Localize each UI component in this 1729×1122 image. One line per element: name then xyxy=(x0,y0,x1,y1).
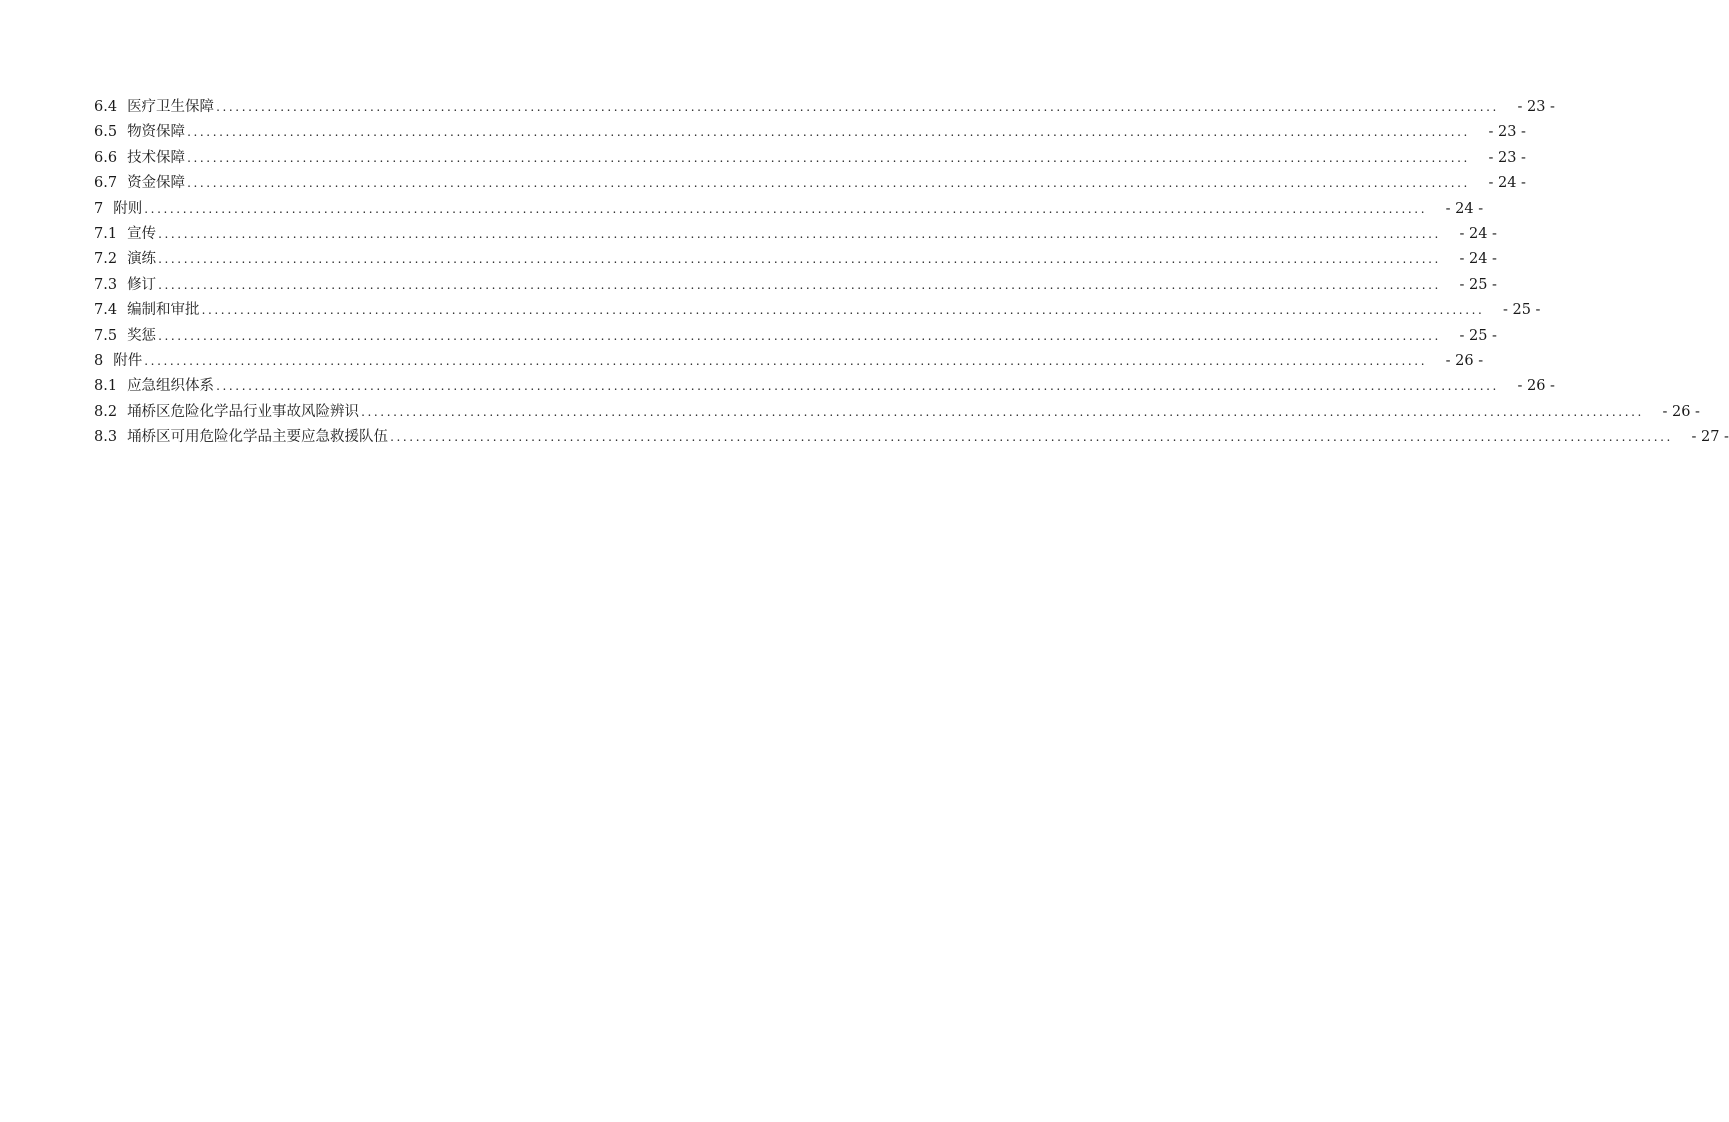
toc-entry-title: 资金保障 xyxy=(127,175,186,192)
toc-entry-number: 6.6 xyxy=(94,149,118,166)
toc-dot-leader: ........................................................................................................................................................................................................ xyxy=(158,252,1441,267)
toc-entry-title: 技术保障 xyxy=(127,149,186,166)
toc-entry-label xyxy=(94,273,156,298)
toc-page-number: - 26 - xyxy=(1517,378,1555,395)
table-of-contents xyxy=(94,95,1729,450)
toc-entry[interactable] xyxy=(94,400,1700,425)
toc-entry-title: 附件 xyxy=(113,352,143,369)
toc-entry-title: 附则 xyxy=(113,200,143,217)
toc-dot-leader: ........................................................................................................................................................................................................ xyxy=(187,176,1470,191)
toc-entry[interactable] xyxy=(94,95,1555,120)
toc-entry[interactable] xyxy=(94,197,1484,222)
toc-page-number: - 25 - xyxy=(1502,302,1541,319)
toc-entry-title: 物资保障 xyxy=(127,124,186,141)
toc-entry[interactable] xyxy=(94,120,1526,145)
toc-dot-leader: ........................................................................................................................................................................................................ xyxy=(144,353,1428,368)
toc-entry-title: 埇桥区危险化学品行业事故风险辨识 xyxy=(127,403,360,420)
toc-dot-leader: ........................................................................................................................................................................................................ xyxy=(361,404,1644,419)
toc-entry-number: 8.1 xyxy=(94,378,118,395)
toc-entry-label xyxy=(94,400,359,425)
toc-page-number: - 27 - xyxy=(1691,429,1729,446)
toc-entry-title: 奖惩 xyxy=(127,327,157,344)
toc-entry[interactable] xyxy=(94,247,1497,272)
toc-entry-label xyxy=(94,374,214,399)
toc-entry-number: 6.4 xyxy=(94,99,118,115)
toc-dot-leader: ........................................................................................................................................................................................................ xyxy=(187,150,1470,165)
toc-entry[interactable] xyxy=(94,273,1497,298)
toc-dot-leader: ........................................................................................................................................................................................................ xyxy=(216,379,1499,394)
toc-entry-title: 演练 xyxy=(127,251,157,268)
toc-entry-label xyxy=(94,298,200,323)
toc-entry-title: 医疗卫生保障 xyxy=(127,99,215,115)
toc-entry-label xyxy=(94,120,185,145)
toc-page-number: - 24 - xyxy=(1459,251,1497,268)
toc-entry-number: 7 xyxy=(94,200,104,217)
toc-entry-number: 7.1 xyxy=(94,225,118,242)
toc-page-number: - 23 - xyxy=(1488,149,1526,166)
toc-entry[interactable] xyxy=(94,298,1541,323)
toc-entry-label xyxy=(94,324,156,349)
toc-entry[interactable] xyxy=(94,374,1555,399)
toc-entry-number: 7.3 xyxy=(94,276,118,293)
toc-entry-label xyxy=(94,146,185,171)
toc-entry[interactable] xyxy=(94,222,1497,247)
toc-entry-title: 宣传 xyxy=(127,225,157,242)
toc-entry[interactable] xyxy=(94,146,1526,171)
toc-entry-label xyxy=(94,95,214,120)
toc-dot-leader: ........................................................................................................................................................................................................ xyxy=(158,328,1441,343)
toc-page-number: - 23 - xyxy=(1488,124,1526,141)
toc-dot-leader: ........................................................................................................................................................................................................ xyxy=(187,125,1470,140)
toc-page-number: - 26 - xyxy=(1662,403,1700,420)
toc-entry-label xyxy=(94,247,156,272)
toc-entry[interactable] xyxy=(94,171,1526,196)
toc-entry-number: 6.5 xyxy=(94,124,118,141)
toc-dot-leader: ........................................................................................................................................................................................................ xyxy=(216,100,1499,114)
toc-dot-leader: ........................................................................................................................................................................................................ xyxy=(144,201,1428,216)
toc-entry-label xyxy=(94,171,185,196)
toc-entry-label xyxy=(94,222,156,247)
toc-page-number: - 25 - xyxy=(1459,276,1497,293)
toc-entry[interactable] xyxy=(94,349,1484,374)
toc-dot-leader: ........................................................................................................................................................................................................ xyxy=(201,303,1485,318)
toc-entry-number: 7.5 xyxy=(94,327,118,344)
toc-dot-leader: ........................................................................................................................................................................................................ xyxy=(158,226,1441,241)
toc-entry-number: 8.3 xyxy=(94,429,118,446)
toc-page-number: - 26 - xyxy=(1445,352,1484,369)
toc-entry-number: 6.7 xyxy=(94,175,118,192)
toc-entry-label xyxy=(94,349,142,374)
toc-page-number: - 24 - xyxy=(1488,175,1526,192)
toc-entry[interactable] xyxy=(94,324,1497,349)
toc-page-number: - 25 - xyxy=(1459,327,1497,344)
toc-entry[interactable] xyxy=(94,425,1729,450)
toc-entry-number: 8 xyxy=(94,352,104,369)
toc-entry-number: 7.2 xyxy=(94,251,118,268)
toc-entry-title: 埇桥区可用危险化学品主要应急救援队伍 xyxy=(127,429,389,446)
toc-entry-title: 编制和审批 xyxy=(127,302,200,319)
toc-entry-title: 修订 xyxy=(127,276,157,293)
toc-page-number: - 23 - xyxy=(1517,99,1555,115)
toc-entry-label xyxy=(94,197,142,222)
toc-entry-label xyxy=(94,425,388,450)
toc-entry-number: 7.4 xyxy=(94,302,118,319)
toc-entry-number: 8.2 xyxy=(94,403,118,420)
toc-page-number: - 24 - xyxy=(1459,225,1497,242)
toc-dot-leader: ........................................................................................................................................................................................................ xyxy=(158,277,1441,292)
toc-entry-title: 应急组织体系 xyxy=(127,378,215,395)
toc-page-number: - 24 - xyxy=(1445,200,1484,217)
toc-dot-leader: ........................................................................................................................................................................................................ xyxy=(390,430,1673,445)
